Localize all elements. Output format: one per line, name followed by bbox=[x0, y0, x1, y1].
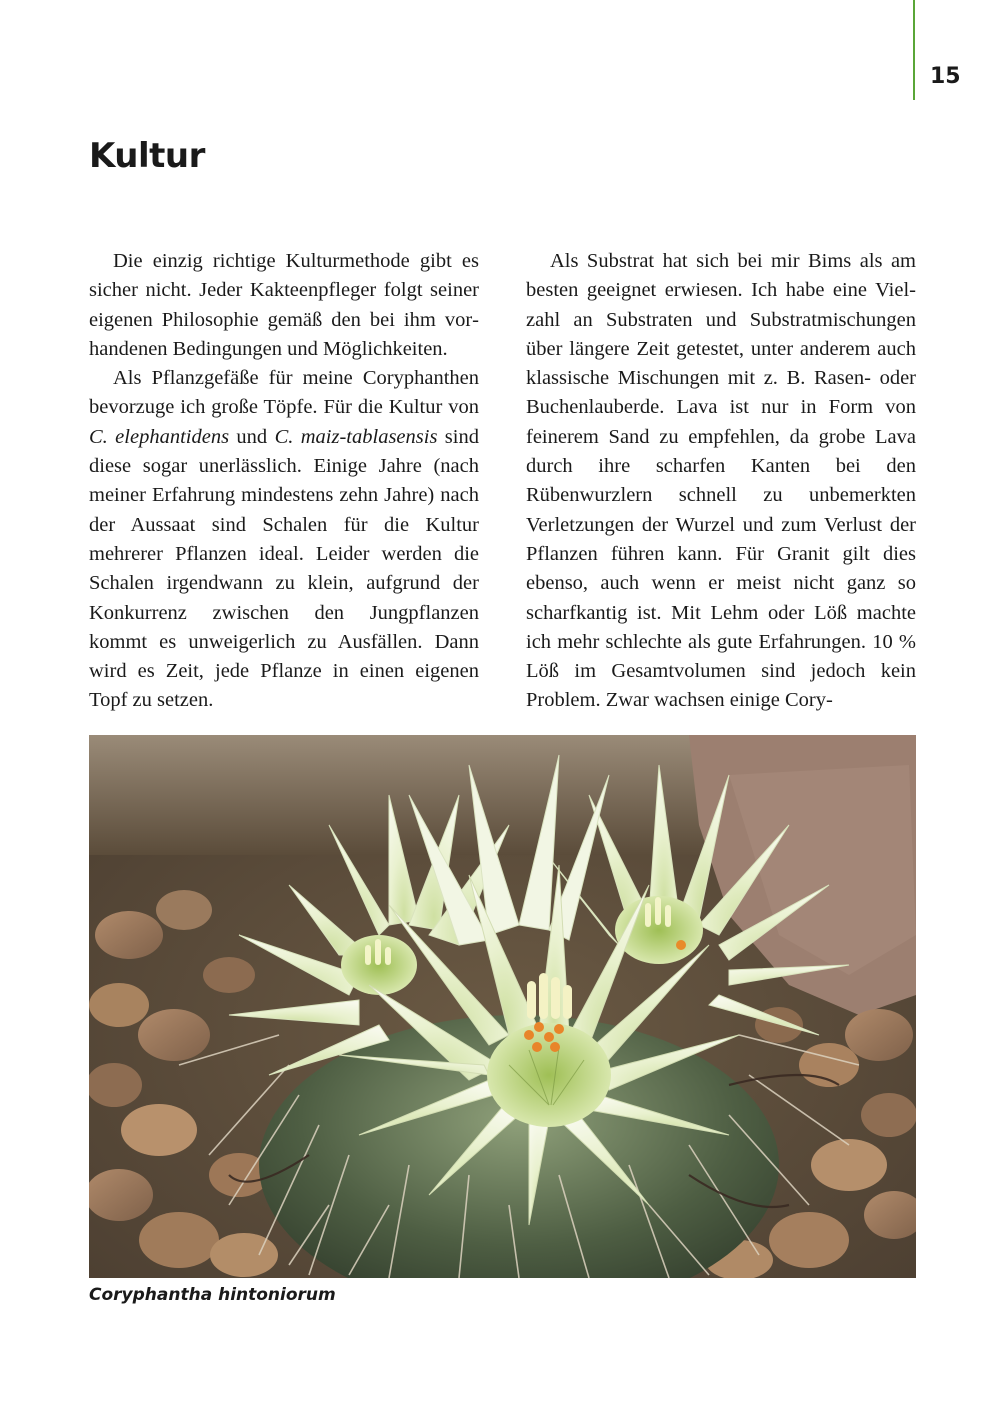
paragraph-text: sind diese sogar unerlässlich. Einige Jahre (nach meiner Erfahrung mindestens zehn Jahre) nach der Aussaat sind Schalen für die Kultur mehrerer Pflanzen ideal. Leider werden die Schalen irgendwann zu klein, aufgrund der Konkurrenz zwischen den Jungpflanzen kommt es unweigerlich zu Ausfällen. Dann wird es Zeit, jede Pflanze in einen eigenen Topf zu setzen. bbox=[89, 425, 479, 712]
paragraph-text: Als Pflanzgefäße für meine Coryphanthen bevorzuge ich große Töpfe. Für die Kultur von bbox=[89, 367, 479, 419]
cactus-photo bbox=[89, 735, 916, 1278]
species-name: C. maiz-tablasensis bbox=[274, 425, 438, 448]
paragraph bbox=[89, 364, 479, 716]
text-column-right bbox=[526, 247, 916, 716]
species-name: C. elephantidens bbox=[89, 425, 230, 448]
paragraph-text: Die einzig richtige Kulturmethode gibt es sicher nicht. Jeder Kakteenpfleger folgt seiner eigenen Philosophie gemäß den bei ihm vorhandenen Bedingungen und Möglichkeiten. bbox=[89, 250, 479, 360]
photo-caption: Coryphantha hintoniorum bbox=[89, 1285, 336, 1305]
paragraph-text: Als Substrat hat sich bei mir Bims als am besten geeignet erwiesen. Ich habe eine Vielzahl an Substraten und Substratmischungen über längere Zeit getestet, unter anderem auch klassische Mischungen mit z. B. Rasen- oder Buchenlauberde. Lava ist nur in Form von feinerem Sand zu empfehlen, da grobe Lava durch ihre scharfen Kanten bei den Rübenwurzlern schnell zu unbemerkten Verletzungen der Wurzel und zum Verlust der Pflanzen führen kann. Für Granit gilt dies ebenso, auch wenn er meist nicht ganz so scharfkantig ist. Mit Lehm oder Löß machte ich mehr schlechte als gute Erfahrungen. 10 % Löß im Gesamtvolumen sind jedoch kein Problem. Zwar wachsen einige Cory- bbox=[526, 250, 916, 712]
text-column-left bbox=[89, 247, 479, 716]
page-title: Kultur bbox=[89, 136, 205, 176]
page-number: 15 bbox=[930, 64, 961, 89]
paragraph-text: und bbox=[229, 425, 275, 448]
paragraph bbox=[526, 247, 916, 716]
accent-rule bbox=[913, 0, 915, 100]
paragraph bbox=[89, 247, 479, 364]
